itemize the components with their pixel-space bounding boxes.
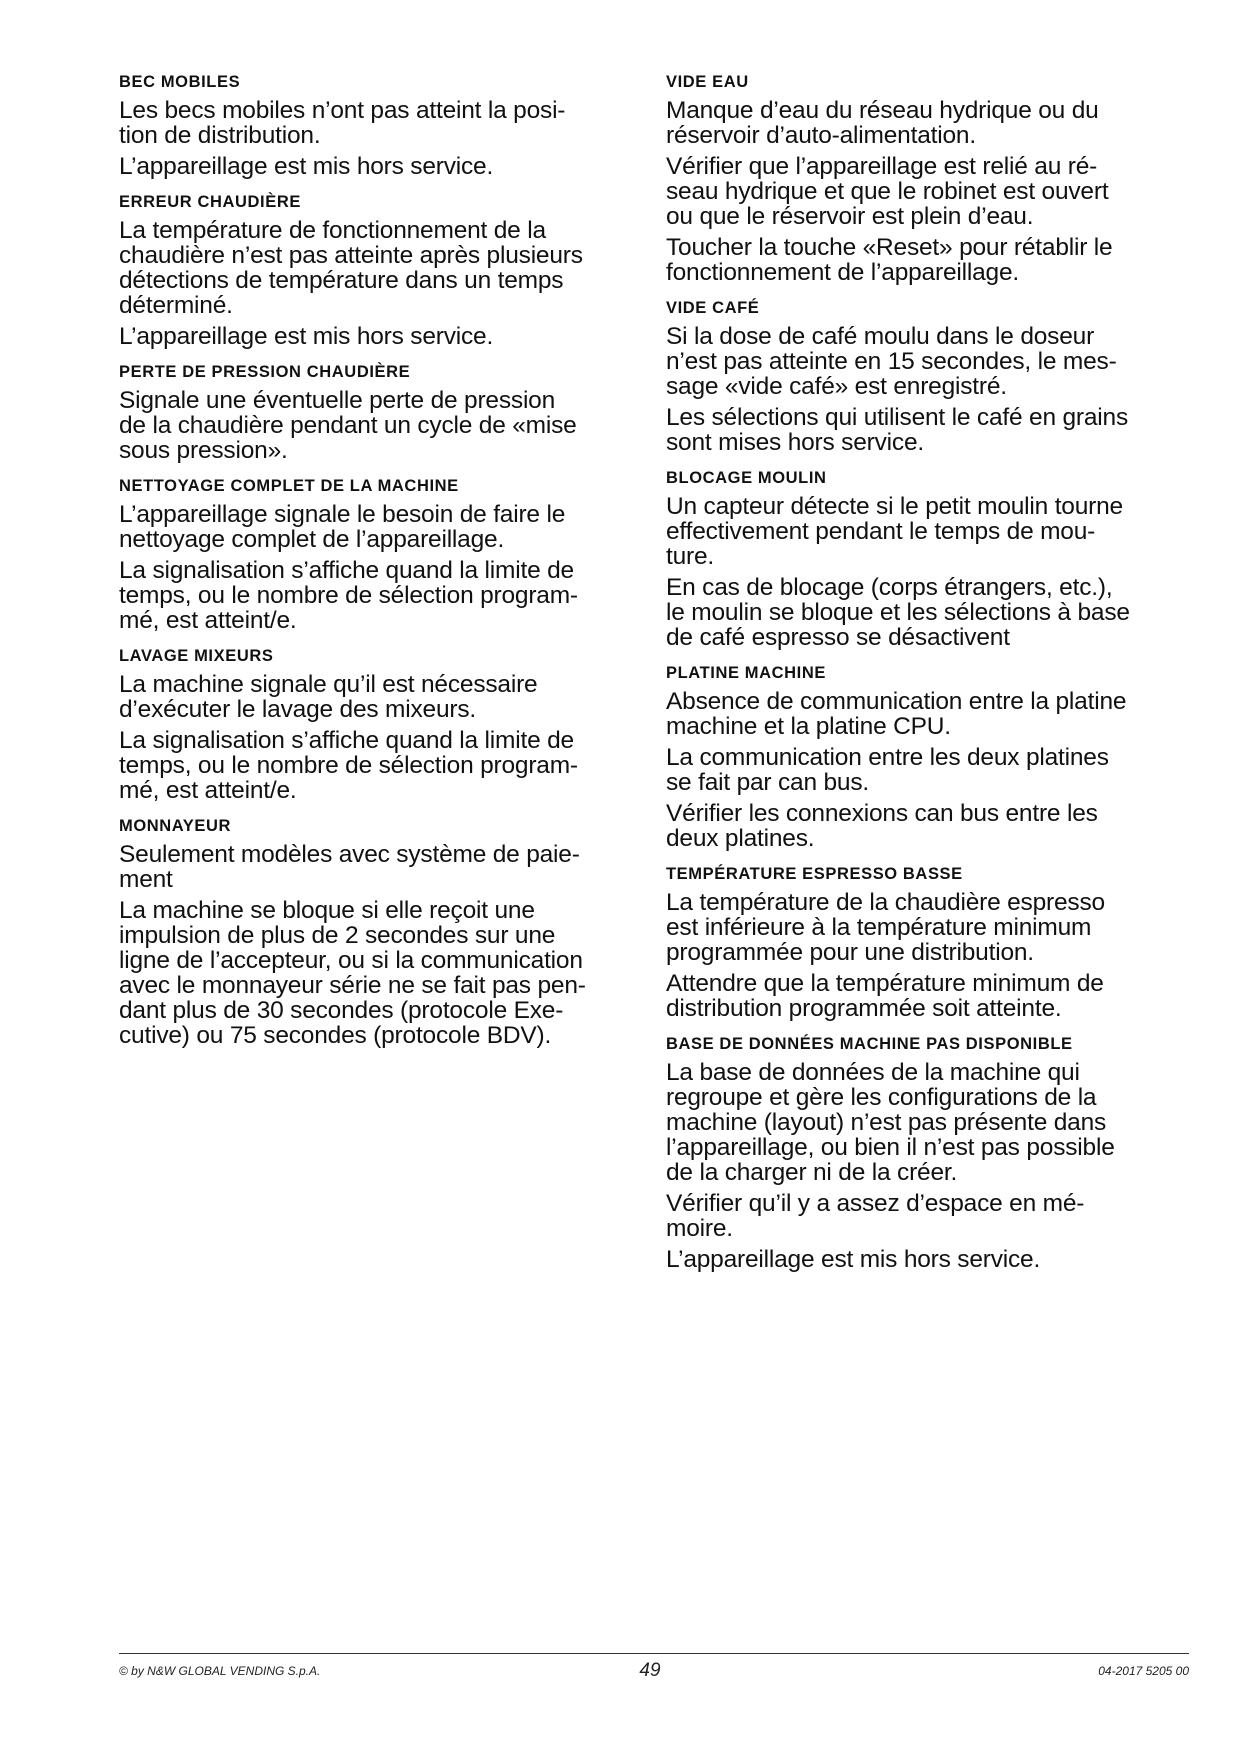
section-heading: VIDE CAFÉ bbox=[666, 299, 760, 317]
section-paragraph: Toucher la touche «Reset» pour rétablir le fonctionnement de l’appareillage. bbox=[666, 234, 1113, 286]
section-paragraph: L’appareillage est mis hors service. bbox=[119, 323, 494, 350]
section-paragraph: Vérifier qu’il y a assez d’espace en mé- moire. bbox=[666, 1190, 1085, 1242]
section-paragraph: L’appareillage signale le besoin de faire le nettoyage complet de l’appareillage. bbox=[119, 501, 566, 553]
section-paragraph: La communication entre les deux platines se fait par can bus. bbox=[666, 744, 1109, 796]
section-paragraph: Absence de communication entre la platine machine et la platine CPU. bbox=[666, 688, 1127, 740]
section bbox=[666, 663, 1196, 851]
section-paragraph: Signale une éventuelle perte de pression de la chaudière pendant un cycle de «mise sous pression». bbox=[119, 387, 577, 464]
section-heading: PERTE DE PRESSION CHAUDIÈRE bbox=[119, 363, 411, 381]
section-paragraph: La signalisation s’affiche quand la limite de temps, ou le nombre de sélection program- mé, est atteint/e. bbox=[119, 557, 578, 634]
section bbox=[119, 362, 649, 463]
section-paragraph: En cas de blocage (corps étrangers, etc.), le moulin se bloque et les sélections à base de café espresso se désactivent bbox=[666, 574, 1130, 651]
section-paragraph: L’appareillage est mis hors service. bbox=[666, 1246, 1041, 1273]
section-heading: BASE DE DONNÉES MACHINE PAS DISPONIBLE bbox=[666, 1035, 1073, 1053]
section-paragraph: Si la dose de café moulu dans le doseur n’est pas atteinte en 15 secondes, le mes- sage «vide café» est enregistré. bbox=[666, 323, 1117, 400]
section-heading: PLATINE MACHINE bbox=[666, 664, 826, 682]
section-paragraph: Seulement modèles avec système de paie- ment bbox=[119, 841, 580, 893]
section-heading: BLOCAGE MOULIN bbox=[666, 469, 827, 487]
section-paragraph: Attendre que la température minimum de distribution programmée soit atteinte. bbox=[666, 970, 1104, 1022]
section bbox=[666, 298, 1196, 455]
section-paragraph: L’appareillage est mis hors service. bbox=[119, 153, 494, 180]
section-paragraph: Les becs mobiles n’ont pas atteint la posi- tion de distribution. bbox=[119, 97, 566, 149]
section-paragraph: Manque d’eau du réseau hydrique ou du réservoir d’auto-alimentation. bbox=[666, 97, 1099, 149]
section-heading: MONNAYEUR bbox=[119, 817, 232, 835]
section-heading: LAVAGE MIXEURS bbox=[119, 647, 274, 665]
left-column bbox=[119, 72, 649, 1061]
section-heading: NETTOYAGE COMPLET DE LA MACHINE bbox=[119, 477, 459, 495]
section-paragraph: La température de la chaudière espresso est inférieure à la température minimum programmée pour une distribution. bbox=[666, 889, 1105, 966]
section-paragraph: Un capteur détecte si le petit moulin tourne effectivement pendant le temps de mou- ture. bbox=[666, 493, 1123, 570]
section bbox=[666, 864, 1196, 1021]
section-heading: TEMPÉRATURE ESPRESSO BASSE bbox=[666, 865, 963, 883]
footer-doc-code: 04-2017 5205 00 bbox=[1098, 1664, 1189, 1678]
footer-copyright: © by N&W GLOBAL VENDING S.p.A. bbox=[119, 1664, 321, 1678]
section bbox=[119, 646, 649, 803]
right-column bbox=[666, 72, 1196, 1285]
section bbox=[119, 476, 649, 633]
section bbox=[666, 468, 1196, 650]
section-heading: ERREUR CHAUDIÈRE bbox=[119, 193, 301, 211]
section-paragraph: La température de fonctionnement de la chaudière n’est pas atteinte après plusieurs détections de température dans un temps déterminé. bbox=[119, 217, 583, 319]
section bbox=[119, 816, 649, 1048]
section-heading: VIDE EAU bbox=[666, 73, 749, 91]
section-paragraph: La machine signale qu’il est nécessaire d’exécuter le lavage des mixeurs. bbox=[119, 671, 538, 723]
section bbox=[666, 1034, 1196, 1272]
section-paragraph: La base de données de la machine qui regroupe et gère les configurations de la machine (layout) n’est pas présente dans l’appareillage, ou bien il n’est pas possible de la charger ni de la créer. bbox=[666, 1059, 1115, 1186]
section-paragraph: Vérifier les connexions can bus entre les deux platines. bbox=[666, 800, 1098, 852]
section-paragraph: Vérifier que l’appareillage est relié au ré- seau hydrique et que le robinet est ouvert ou que le réservoir est plein d’eau. bbox=[666, 153, 1109, 230]
section-paragraph: La signalisation s’affiche quand la limite de temps, ou le nombre de sélection program- mé, est atteint/e. bbox=[119, 727, 578, 804]
section bbox=[666, 72, 1196, 285]
footer-divider bbox=[119, 1653, 1189, 1654]
section-paragraph: La machine se bloque si elle reçoit une impulsion de plus de 2 secondes sur une ligne de l’accepteur, ou si la communication avec le monnayeur série ne se fait pas pen- dant plus de 30 secondes (protocole Exe- cutive) ou 75 secondes (protocole BDV). bbox=[119, 897, 586, 1049]
page-number: 49 bbox=[639, 1660, 661, 1681]
section bbox=[119, 192, 649, 349]
section-heading: BEC MOBILES bbox=[119, 73, 241, 91]
section-paragraph: Les sélections qui utilisent le café en grains sont mises hors service. bbox=[666, 404, 1129, 456]
section bbox=[119, 72, 649, 179]
